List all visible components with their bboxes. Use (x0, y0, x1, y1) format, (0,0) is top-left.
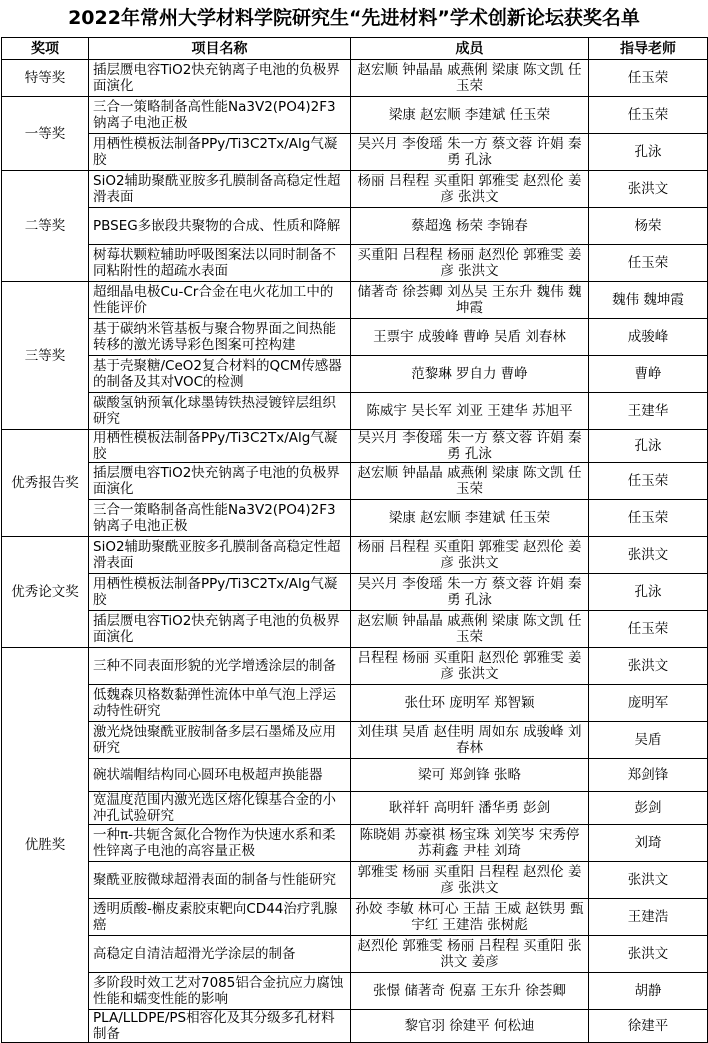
project-name: SiO2辅助聚酰亚胺多孔膜制备高稳定性超滑表面 (89, 537, 351, 574)
advisor-cell: 徐建平 (589, 1010, 708, 1043)
table-row (2, 134, 708, 171)
advisor-cell: 孔泳 (589, 134, 708, 171)
award-category: 二等奖 (2, 171, 89, 282)
table-row (2, 899, 708, 936)
project-name: 激光烧蚀聚酰亚胺制备多层石墨烯及应用研究 (89, 722, 351, 759)
advisor-cell: 孔泳 (589, 574, 708, 611)
advisor-cell: 任玉荣 (589, 611, 708, 648)
table-row (2, 208, 708, 245)
page-title: 2022年常州大学材料学院研究生“先进材料”学术创新论坛获奖名单 (68, 7, 640, 29)
members-cell: 吴兴月 李俊瑶 朱一方 蔡文蓉 许娟 秦勇 孔泳 (351, 134, 589, 171)
advisor-cell: 任玉荣 (589, 60, 708, 97)
project-name: 一种π-共轭含氮化合物作为快速水系和柔性锌离子电池的高容量正极 (89, 825, 351, 862)
project-name: 三合一策略制备高性能Na3V2(PO4)2F3钠离子电池正极 (89, 97, 351, 134)
table-row (2, 936, 708, 973)
table-row (2, 319, 708, 356)
project-name: 低魏森贝格数黏弹性流体中单气泡上浮运动特性研究 (89, 685, 351, 722)
table-row (2, 722, 708, 759)
table-row (2, 500, 708, 537)
project-name: PBSEG多嵌段共聚物的合成、性质和降解 (89, 208, 351, 245)
header-row (2, 38, 708, 60)
members-cell: 范黎琳 罗自力 曹峥 (351, 356, 589, 393)
award-category: 优秀报告奖 (2, 430, 89, 537)
table-row (2, 825, 708, 862)
members-cell: 陈威宇 吴长军 刘亚 王建华 苏旭平 (351, 393, 589, 430)
table-row (2, 685, 708, 722)
advisor-cell: 张洪文 (589, 171, 708, 208)
award-category: 优秀论文奖 (2, 537, 89, 648)
members-cell: 梁康 赵宏顺 李建斌 任玉荣 (351, 97, 589, 134)
table-row (2, 171, 708, 208)
members-cell: 郭雅雯 杨丽 买重阳 吕程程 赵烈伦 姜彦 张洪文 (351, 862, 589, 899)
project-name: 用栖性模板法制备PPy/Ti3C2Tx/Alg气凝胶 (89, 134, 351, 171)
award-category: 特等奖 (2, 60, 89, 97)
table-row (2, 537, 708, 574)
project-name: 碳酸氢钠预氧化球墨铸铁热浸镀锌层组织研究 (89, 393, 351, 430)
advisor-cell: 张洪文 (589, 537, 708, 574)
advisor-cell: 吴盾 (589, 722, 708, 759)
header-members: 成员 (351, 38, 589, 60)
project-name: 透明质酸-槲皮素胶束靶向CD44治疗乳腺癌 (89, 899, 351, 936)
members-cell: 杨丽 吕程程 买重阳 郭雅雯 赵烈伦 姜彦 张洪文 (351, 537, 589, 574)
table-row (2, 282, 708, 319)
advisor-cell: 魏伟 魏坤霞 (589, 282, 708, 319)
project-name: 用栖性模板法制备PPy/Ti3C2Tx/Alg气凝胶 (89, 430, 351, 463)
table-row (2, 1010, 708, 1043)
project-name: 插层赝电容TiO2快充钠离子电池的负极界面演化 (89, 463, 351, 500)
advisor-cell: 张洪文 (589, 936, 708, 973)
advisor-cell: 张洪文 (589, 862, 708, 899)
project-name: PLA/LLDPE/PS相容化及其分级多孔材料制备 (89, 1010, 351, 1043)
advisor-cell: 任玉荣 (589, 500, 708, 537)
members-cell: 张憬 储著奇 倪嘉 王东升 徐荟卿 (351, 973, 589, 1010)
members-cell: 黎官羽 徐建平 何松迪 (351, 1010, 589, 1043)
table-row (2, 97, 708, 134)
project-name: 插层赝电容TiO2快充钠离子电池的负极界面演化 (89, 611, 351, 648)
members-cell: 张仕环 庞明军 郑智颖 (351, 685, 589, 722)
members-cell: 吴兴月 李俊瑶 朱一方 蔡文蓉 许娟 秦勇 孔泳 (351, 430, 589, 463)
members-cell: 刘佳琪 吴盾 赵佳明 周如东 成骏峰 刘春林 (351, 722, 589, 759)
members-cell: 杨丽 吕程程 买重阳 郭雅雯 赵烈伦 姜彦 张洪文 (351, 171, 589, 208)
members-cell: 赵烈伦 郭雅雯 杨丽 吕程程 买重阳 张洪文 姜彦 (351, 936, 589, 973)
members-cell: 赵宏顺 钟晶晶 戚燕俐 梁康 陈文凯 任玉荣 (351, 463, 589, 500)
table-row (2, 792, 708, 825)
table-row (2, 463, 708, 500)
advisor-cell: 胡静 (589, 973, 708, 1010)
advisor-cell: 郑剑锋 (589, 759, 708, 792)
members-cell: 赵宏顺 钟晶晶 戚燕俐 梁康 陈文凯 任玉荣 (351, 60, 589, 97)
table-row (2, 648, 708, 685)
table-row (2, 862, 708, 899)
award-table (1, 37, 708, 1043)
award-category: 优胜奖 (2, 648, 89, 1043)
project-name: 三合一策略制备高性能Na3V2(PO4)2F3钠离子电池正极 (89, 500, 351, 537)
table-row (2, 356, 708, 393)
project-name: 高稳定自清洁超滑光学涂层的制备 (89, 936, 351, 973)
award-category: 一等奖 (2, 97, 89, 171)
table-row (2, 60, 708, 97)
award-table-body (2, 60, 708, 1043)
project-name: SiO2辅助聚酰亚胺多孔膜制备高稳定性超滑表面 (89, 171, 351, 208)
advisor-cell: 任玉荣 (589, 245, 708, 282)
advisor-cell: 彭剑 (589, 792, 708, 825)
advisor-cell: 张洪文 (589, 648, 708, 685)
table-row (2, 574, 708, 611)
members-cell: 买重阳 吕程程 杨丽 赵烈伦 郭雅雯 姜彦 张洪文 (351, 245, 589, 282)
advisor-cell: 孔泳 (589, 430, 708, 463)
header-award: 奖项 (2, 38, 89, 60)
table-row (2, 430, 708, 463)
advisor-cell: 任玉荣 (589, 463, 708, 500)
advisor-cell: 王建浩 (589, 899, 708, 936)
table-row (2, 393, 708, 430)
project-name: 用栖性模板法制备PPy/Ti3C2Tx/Alg气凝胶 (89, 574, 351, 611)
table-row (2, 759, 708, 792)
project-name: 基于壳聚糖/CeO2复合材料的QCM传感器的制备及其对VOC的检测 (89, 356, 351, 393)
project-name: 聚酰亚胺微球超滑表面的制备与性能研究 (89, 862, 351, 899)
members-cell: 王票宇 成骏峰 曹峥 吴盾 刘春林 (351, 319, 589, 356)
members-cell: 赵宏顺 钟晶晶 戚燕俐 梁康 陈文凯 任玉荣 (351, 611, 589, 648)
project-name: 三种不同表面形貌的光学增透涂层的制备 (89, 648, 351, 685)
advisor-cell: 成骏峰 (589, 319, 708, 356)
advisor-cell: 王建华 (589, 393, 708, 430)
members-cell: 梁可 郑剑锋 张略 (351, 759, 589, 792)
members-cell: 耿祥轩 高明轩 潘华勇 彭剑 (351, 792, 589, 825)
project-name: 树莓状颗粒辅助呼吸图案法以同时制备不同粘附性的超疏水表面 (89, 245, 351, 282)
project-name: 基于碳纳米管基板与聚合物界面之间热能转移的激光诱导彩色图案可控构建 (89, 319, 351, 356)
members-cell: 储著奇 徐荟卿 刘丛吴 王东升 魏伟 魏坤霞 (351, 282, 589, 319)
table-row (2, 611, 708, 648)
advisor-cell: 任玉荣 (589, 97, 708, 134)
project-name: 超细晶电极Cu-Cr合金在电火花加工中的性能评价 (89, 282, 351, 319)
header-project: 项目名称 (89, 38, 351, 60)
advisor-cell: 庞明军 (589, 685, 708, 722)
advisor-cell: 杨荣 (589, 208, 708, 245)
members-cell: 蔡超逸 杨荣 李锦春 (351, 208, 589, 245)
members-cell: 孙姣 李敏 林可心 王喆 王威 赵铁男 甄宇红 王建浩 张树彪 (351, 899, 589, 936)
members-cell: 陈晓娟 苏豪祺 杨宝珠 刘笑岑 宋秀停 苏莉鑫 尹桂 刘琦 (351, 825, 589, 862)
project-name: 多阶段时效工艺对7085铝合金抗应力腐蚀性能和蠕变性能的影响 (89, 973, 351, 1010)
members-cell: 吕程程 杨丽 买重阳 赵烈伦 郭雅雯 姜彦 张洪文 (351, 648, 589, 685)
members-cell: 吴兴月 李俊瑶 朱一方 蔡文蓉 许娟 秦勇 孔泳 (351, 574, 589, 611)
header-advisor: 指导老师 (589, 38, 708, 60)
project-name: 碗状端帽结构同心圆环电极超声换能器 (89, 759, 351, 792)
project-name: 插层赝电容TiO2快充钠离子电池的负极界面演化 (89, 60, 351, 97)
advisor-cell: 曹峥 (589, 356, 708, 393)
award-category: 三等奖 (2, 282, 89, 430)
project-name: 宽温度范围内激光选区熔化镍基合金的小冲孔试验研究 (89, 792, 351, 825)
advisor-cell: 刘琦 (589, 825, 708, 862)
table-row (2, 973, 708, 1010)
table-row (2, 245, 708, 282)
members-cell: 梁康 赵宏顺 李建斌 任玉荣 (351, 500, 589, 537)
